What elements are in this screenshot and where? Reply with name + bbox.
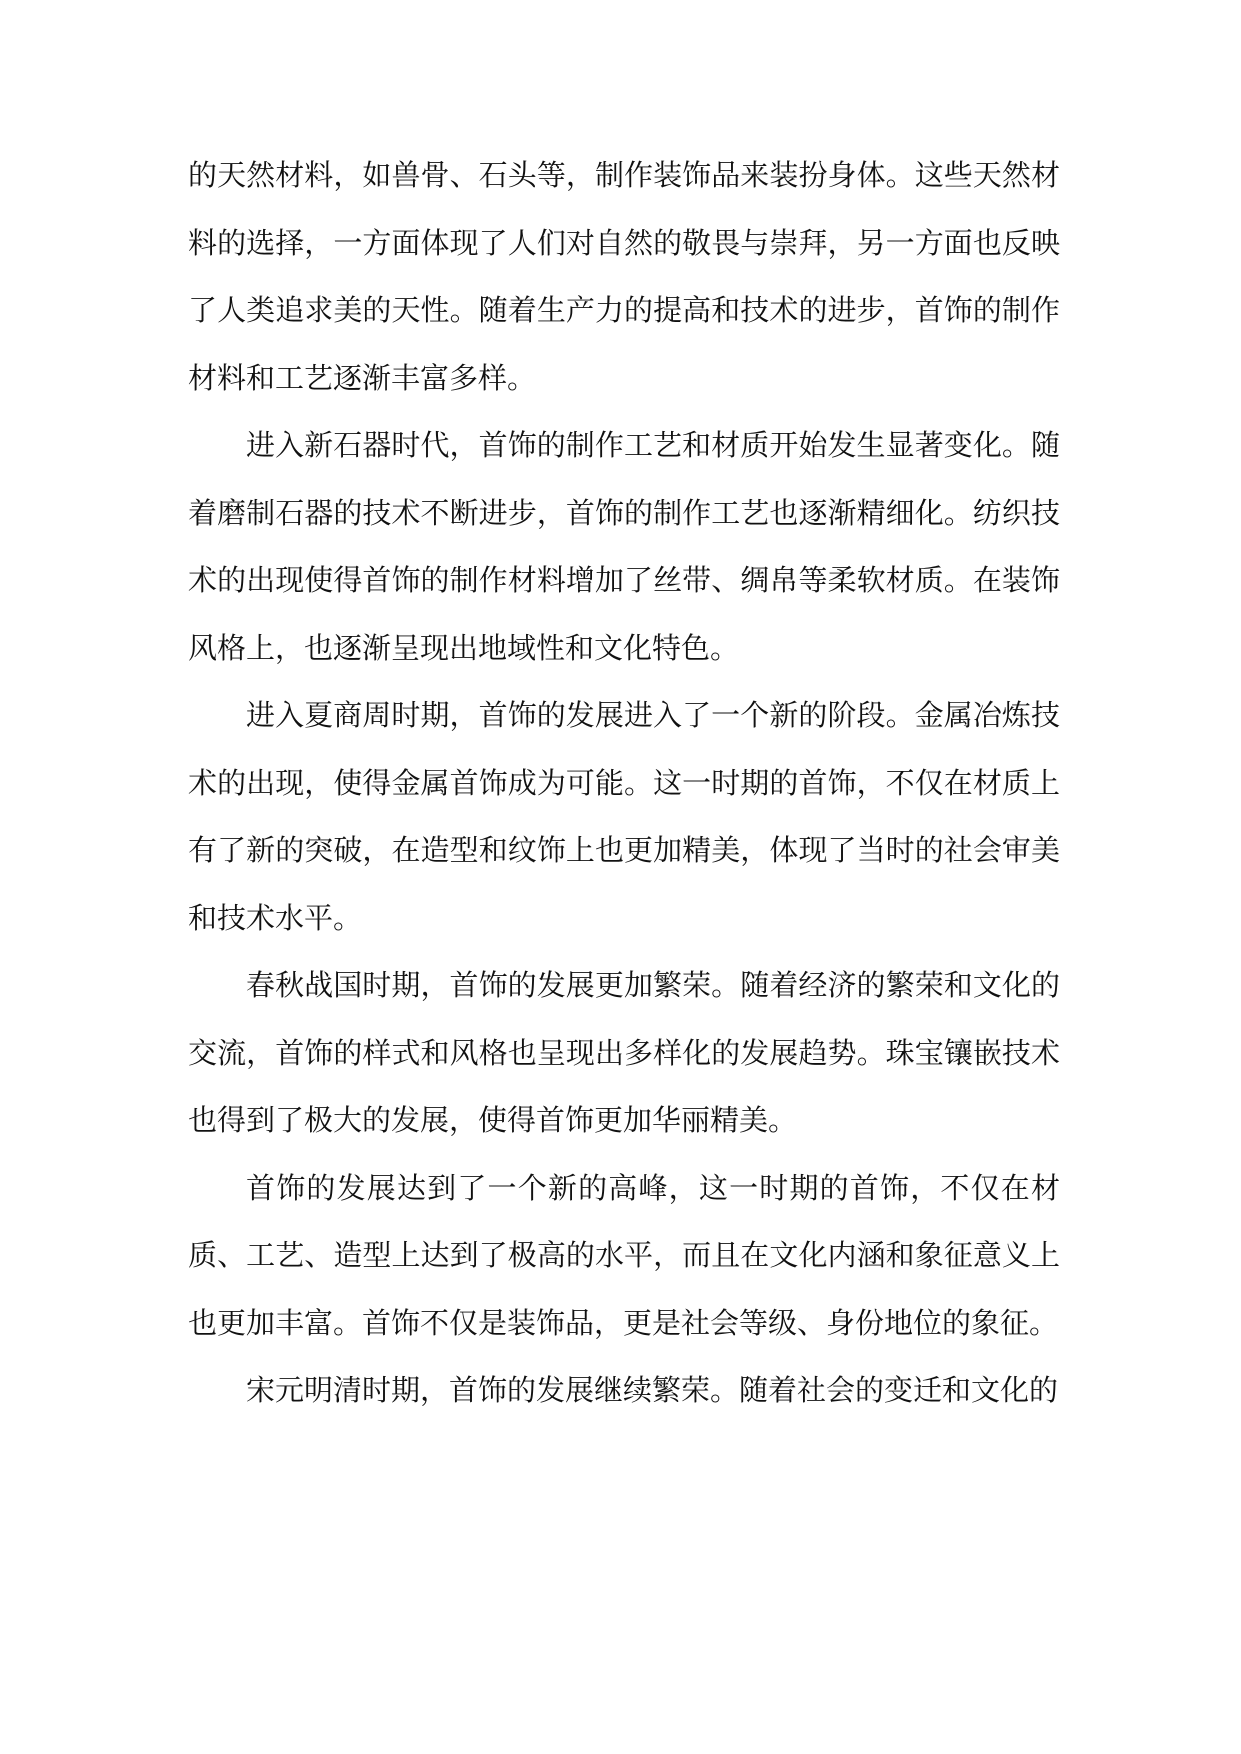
body-text	[188, 142, 1060, 1425]
paragraph-4: 春秋战国时期，首饰的发展更加繁荣。随着经济的繁荣和文化的交流，首饰的样式和风格也呈现出多样化的发展趋势。珠宝镶嵌技术也得到了极大的发展，使得首饰更加华丽精美。	[188, 968, 1060, 1137]
paragraph-2: 进入新石器时代，首饰的制作工艺和材质开始发生显著变化。随着磨制石器的技术不断进步，首饰的制作工艺也逐渐精细化。纺织技术的出现使得首饰的制作材料增加了丝带、绸帛等柔软材质。在装饰风格上，也逐渐呈现出地域性和文化特色。	[188, 428, 1060, 665]
paragraph-3: 进入夏商周时期，首饰的发展进入了一个新的阶段。金属冶炼技术的出现，使得金属首饰成为可能。这一时期的首饰，不仅在材质上有了新的突破，在造型和纹饰上也更加精美，体现了当时的社会审美和技术水平。	[188, 698, 1060, 935]
paragraph-6: 宋元明清时期，首饰的发展继续繁荣。随着社会的变迁和文化的	[246, 1373, 1059, 1407]
paragraph-1: 的天然材料，如兽骨、石头等，制作装饰品来装扮身体。这些天然材料的选择，一方面体现了人们对自然的敬畏与崇拜，另一方面也反映了人类追求美的天性。随着生产力的提高和技术的进步，首饰的制作材料和工艺逐渐丰富多样。	[188, 158, 1060, 395]
paragraph-5: 首饰的发展达到了一个新的高峰，这一时期的首饰，不仅在材质、工艺、造型上达到了极高的水平，而且在文化内涵和象征意义上也更加丰富。首饰不仅是装饰品，更是社会等级、身份地位的象征。	[188, 1170, 1060, 1340]
